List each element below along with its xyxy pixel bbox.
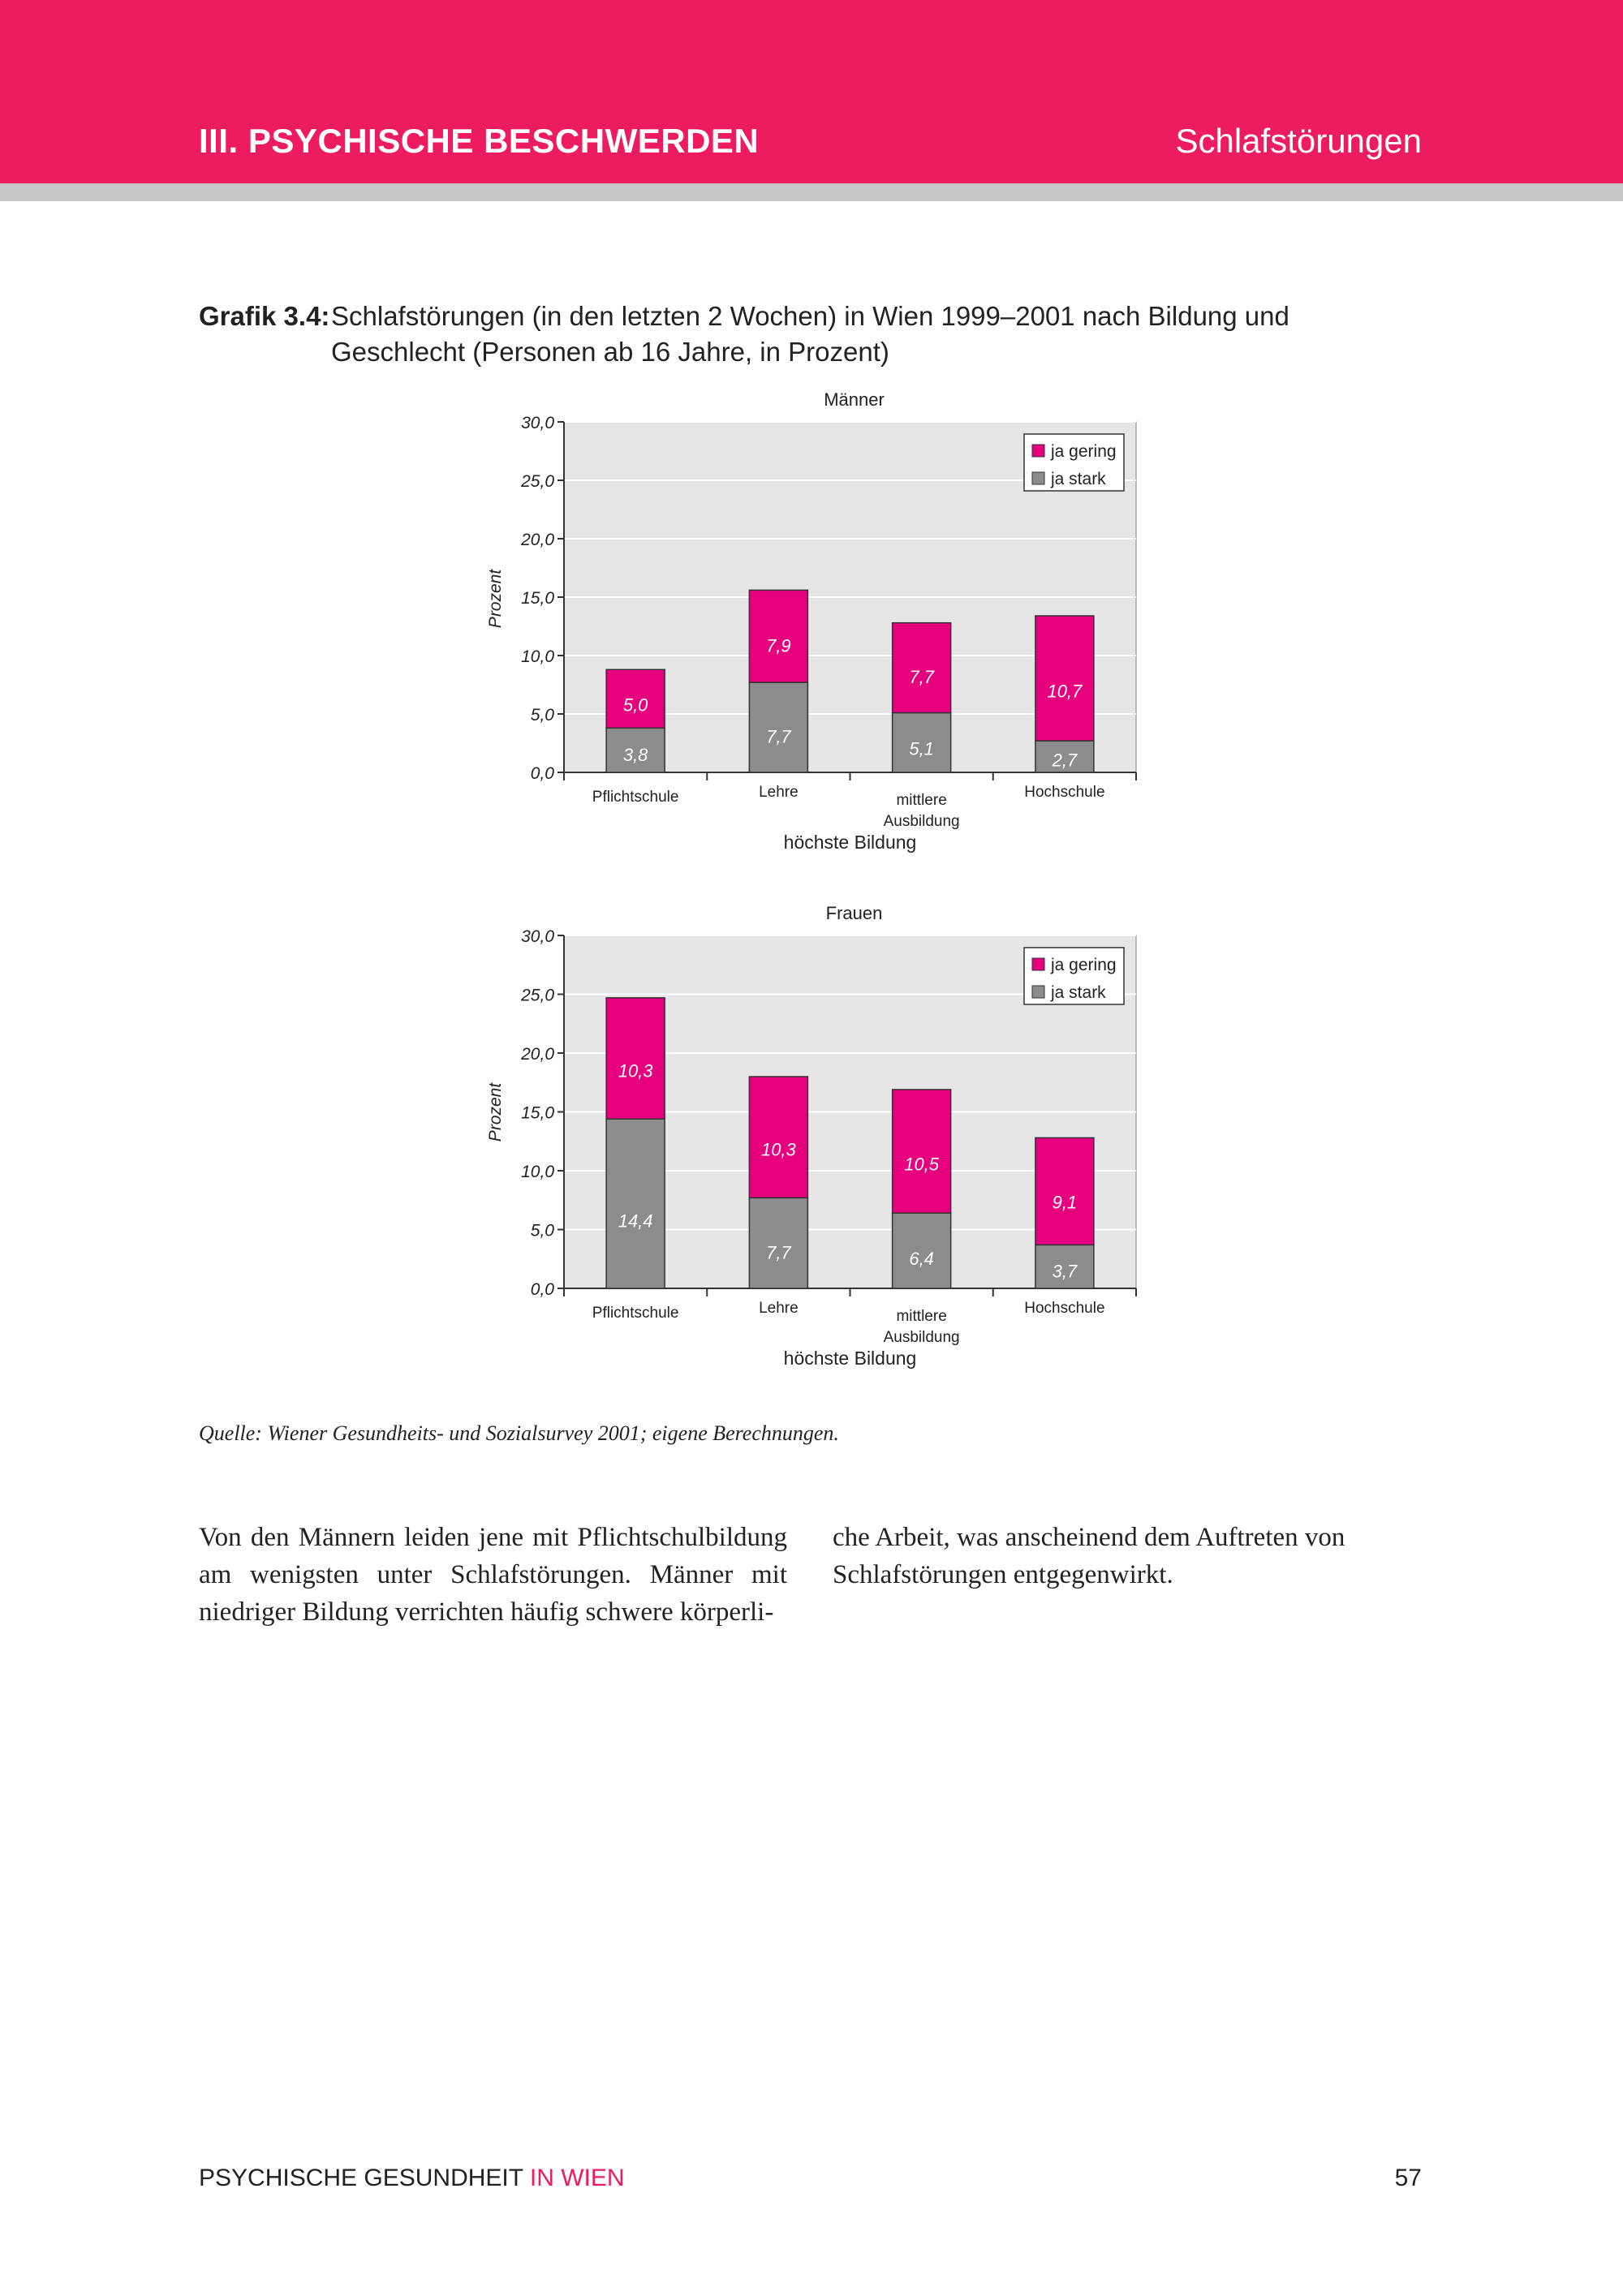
data-label: 10,3 [618, 1060, 653, 1081]
bar-ja-gering [749, 1077, 807, 1197]
y-tick-label: 0,0 [530, 764, 554, 783]
y-tick-label: 10,0 [521, 647, 554, 666]
section-title: III. PSYCHISCHE BESCHWERDEN [199, 122, 760, 160]
data-label: 10,5 [904, 1154, 940, 1175]
body-text-right: che Arbeit, was anscheinend dem Auftreten von Schlafstörungen entgegenwirkt. [833, 1523, 1345, 1589]
y-tick-label: 20,0 [521, 531, 554, 549]
data-label: 3,7 [1052, 1261, 1078, 1282]
x-category-label: Lehre [759, 784, 799, 801]
legend-swatch [1032, 445, 1044, 457]
x-category-label-line2: Ausbildung [883, 1329, 960, 1346]
footer-publication [199, 2165, 625, 2192]
page-number: 57 [1394, 2165, 1422, 2191]
body-text-left: Von den Männern leiden jene mit Pflichtschulbildung am wenigsten unter Schlafstörungen. Männer mit niedriger Bildung verrichten häufig schwere körperli- [199, 1523, 787, 1627]
legend-label: ja stark [1051, 983, 1106, 1002]
data-label: 6,4 [909, 1248, 934, 1269]
footer-publication-main: PSYCHISCHE GESUNDHEIT [199, 2165, 530, 2191]
bar-ja-gering [1035, 1137, 1094, 1245]
topic-title: Schlafstörungen [1175, 122, 1422, 160]
bar-ja-gering [893, 1090, 951, 1213]
x-category-label-line1: mittlere [896, 792, 947, 809]
y-tick-label: 0,0 [530, 1280, 554, 1299]
data-label: 14,4 [618, 1210, 653, 1232]
y-tick-label: 5,0 [530, 706, 554, 724]
data-label: 7,9 [766, 635, 791, 656]
bar-ja-gering [606, 998, 665, 1119]
data-label: 10,3 [760, 1139, 796, 1160]
y-tick-label: 30,0 [521, 414, 554, 432]
x-axis-title: höchste Bildung [783, 832, 917, 853]
x-category-label: Pflichtschule [592, 1305, 679, 1322]
data-label: 5,1 [909, 738, 934, 759]
y-tick-label: 15,0 [521, 1103, 554, 1123]
data-label: 2,7 [1052, 750, 1078, 771]
data-label: 9,1 [1052, 1192, 1078, 1213]
legend-label: ja gering [1051, 442, 1117, 461]
x-category-label: Pflichtschule [592, 789, 679, 806]
legend-swatch [1032, 986, 1044, 998]
figure-caption-text: Schlafstörungen (in den letzten 2 Wochen) in Wien 1999–2001 nach Bildung und Geschlecht (Personen ab 16 Jahre, in Prozent) [331, 301, 1289, 367]
x-category-label: Hochschule [1024, 1300, 1105, 1317]
x-category-label: Hochschule [1024, 784, 1105, 801]
data-label: 5,0 [622, 694, 648, 716]
footer-publication-accent: IN WIEN [529, 2165, 625, 2191]
data-label: 7,7 [766, 1242, 791, 1263]
data-label: 3,8 [622, 745, 648, 766]
data-label: 7,7 [766, 726, 791, 747]
y-tick-label: 25,0 [521, 472, 554, 491]
y-tick-label: 5,0 [530, 1221, 554, 1240]
x-category-label-line2: Ausbildung [883, 813, 960, 830]
bar-ja-stark [606, 1119, 665, 1288]
y-tick-label: 30,0 [521, 927, 554, 946]
source-note: Quelle: Wiener Gesundheits- und Sozialsurvey 2001; eigene Berechnungen. [199, 1421, 839, 1445]
legend-label: ja stark [1051, 470, 1106, 488]
x-category-label: Lehre [759, 1300, 799, 1317]
chart-title: Frauen [825, 903, 883, 923]
y-tick-label: 10,0 [521, 1163, 554, 1181]
y-axis-title: Prozent [486, 569, 505, 629]
legend-label: ja gering [1051, 956, 1117, 974]
y-tick-label: 20,0 [521, 1045, 554, 1064]
x-category-label-line1: mittlere [896, 1308, 947, 1325]
chart-title: Männer [824, 389, 885, 410]
data-label: 7,7 [909, 667, 934, 688]
figure-label: Grafik 3.4: [199, 301, 330, 331]
bar-ja-gering [1035, 616, 1094, 741]
y-tick-label: 15,0 [521, 589, 554, 608]
y-tick-label: 25,0 [521, 986, 554, 1005]
data-label: 10,7 [1047, 681, 1083, 702]
legend-swatch [1032, 472, 1044, 484]
x-axis-title: höchste Bildung [783, 1348, 917, 1369]
legend-swatch [1032, 958, 1044, 970]
y-axis-title: Prozent [486, 1082, 505, 1142]
